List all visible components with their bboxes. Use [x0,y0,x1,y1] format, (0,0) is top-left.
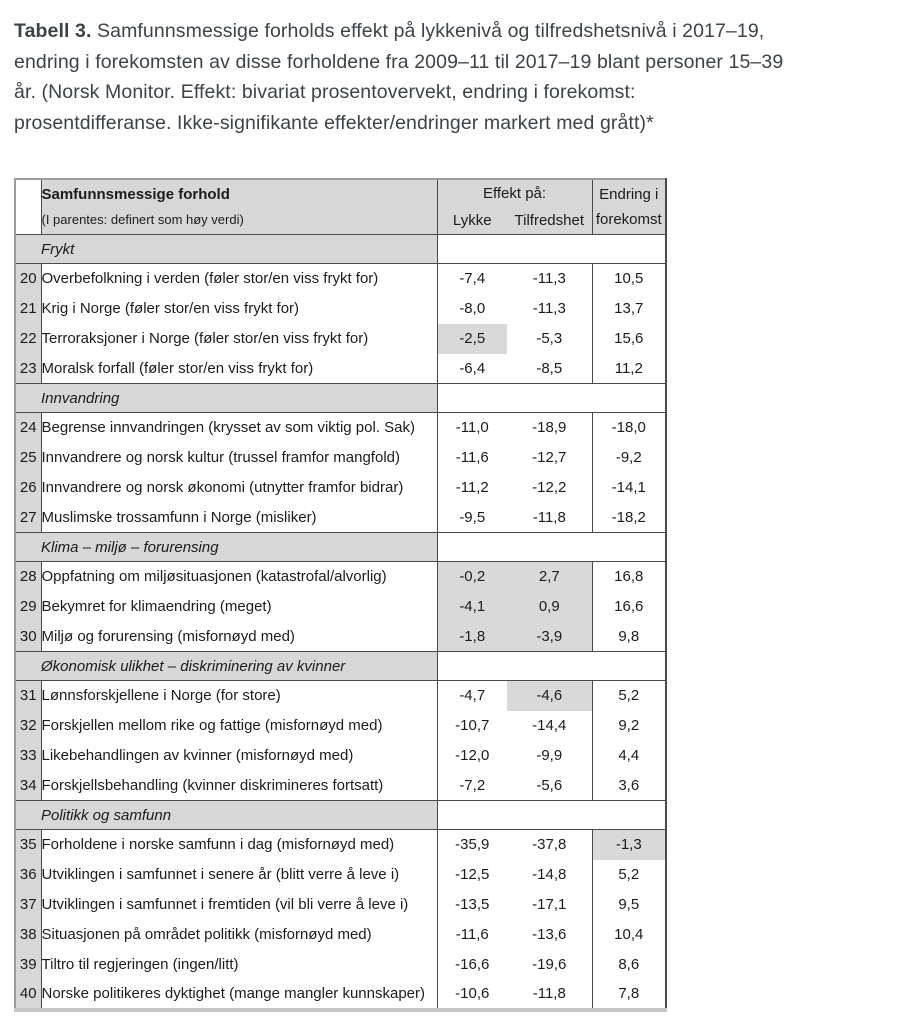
value-forekomst: 7,8 [592,980,666,1010]
row-label: Krig i Norge (føler stor/en viss frykt for) [41,294,437,324]
row-number: 32 [15,711,41,741]
value-forekomst: -1,3 [592,830,666,860]
section-row [15,235,666,264]
row-label: Muslimske trossamfunn i Norge (misliker) [41,503,437,533]
table-row [15,562,666,592]
value-forekomst: -9,2 [592,443,666,473]
header-subject-note: (I parentes: definert som høy verdi) [41,212,244,227]
value-forekomst: 16,8 [592,562,666,592]
header-effect-group: Effekt på: [437,179,592,208]
section-row [15,384,666,413]
table-row [15,860,666,890]
table-row [15,950,666,980]
table-row [15,294,666,324]
row-label: Bekymret for klimaendring (meget) [41,592,437,622]
value-tilfredshet: -8,5 [536,359,563,377]
value-forekomst: 13,7 [592,294,666,324]
value-tilfredshet: -19,6 [532,956,567,973]
section-num-cell [15,384,41,413]
table-row [15,473,666,503]
value-forekomst: 15,6 [592,324,666,354]
value-lykke: -16,6 [437,950,507,980]
row-number: 36 [15,860,41,890]
table-row [15,413,666,443]
row-label: Miljø og forurensing (misfornøyd med) [41,622,437,652]
value-tilfredshet: -12,2 [532,479,567,496]
value-forekomst: 8,6 [592,950,666,980]
value-lykke: -7,4 [437,264,507,294]
table-row [15,980,666,1010]
table-row [15,264,666,294]
value-forekomst: 11,2 [592,354,666,384]
row-label: Tiltro til regjeringen (ingen/litt) [41,950,437,980]
value-lykke: -11,6 [437,920,507,950]
table-row [15,503,666,533]
value-forekomst: 10,4 [592,920,666,950]
table-header [15,179,666,235]
row-label: Overbefolkning i verden (føler stor/en viss frykt for) [41,264,437,294]
value-lykke: -7,2 [437,771,507,801]
row-label: Moralsk forfall (føler stor/en viss frykt for) [41,354,437,384]
caption-label: Tabell 3. [14,20,92,42]
value-forekomst: 5,2 [592,681,666,711]
row-label: Innvandrere og norsk økonomi (utnytter framfor bidrar) [41,473,437,503]
row-number: 29 [15,592,41,622]
value-lykke: -4,1 [437,592,507,622]
value-lykke: -11,6 [437,443,507,473]
table-row [15,354,666,384]
row-number: 23 [15,354,41,384]
table-row [15,920,666,950]
row-label: Forholdene i norske samfunn i dag (misfornøyd med) [41,830,437,860]
row-number: 26 [15,473,41,503]
table-caption [14,16,783,138]
effects-table-wrapper [14,178,667,1012]
value-lykke: -8,0 [437,294,507,324]
row-number: 31 [15,681,41,711]
row-number: 27 [15,503,41,533]
value-tilfredshet: -4,6 [507,681,592,711]
row-number: 35 [15,830,41,860]
row-label: Begrense innvandringen (krysset av som viktig pol. Sak) [41,413,437,443]
header-change-line2: forekomst [595,211,662,228]
value-lykke: -13,5 [437,890,507,920]
row-number: 21 [15,294,41,324]
section-spacer [437,652,666,681]
caption-line-4: prosentdifferanse. Ikke-signifikante effekter/endringer markert med grått)* [14,111,654,134]
value-forekomst: 10,5 [592,264,666,294]
row-label: Innvandrere og norsk kultur (trussel framfor mangfold) [41,443,437,473]
value-lykke: -12,5 [437,860,507,890]
value-forekomst: 16,6 [592,592,666,622]
value-lykke: -6,4 [437,354,507,384]
row-label: Norske politikeres dyktighet (mange mangler kunnskaper) [41,980,437,1010]
effects-table [14,178,667,1012]
section-row [15,652,666,681]
row-number: 38 [15,920,41,950]
value-lykke: -11,2 [437,473,507,503]
header-subject-cell [41,179,437,235]
row-number: 40 [15,980,41,1010]
row-label: Forskjellsbehandling (kvinner diskrimineres fortsatt) [41,771,437,801]
value-forekomst: -14,1 [592,473,666,503]
row-label: Likebehandlingen av kvinner (misfornøyd med) [41,741,437,771]
value-lykke: -2,5 [437,324,507,354]
header-change-line1: Endring i [599,186,659,203]
row-label: Terroraksjoner i Norge (føler stor/en viss frykt for) [41,324,437,354]
value-forekomst: 5,2 [592,860,666,890]
value-lykke: -0,2 [437,562,507,592]
row-number: 30 [15,622,41,652]
section-spacer [437,533,666,562]
value-tilfredshet: -14,4 [532,717,567,734]
caption-line-2: endring i forekomsten av disse forholdene fra 2009–11 til 2017–19 blant personer 15–39 [14,50,784,73]
value-tilfredshet: -14,8 [532,866,567,883]
table-row [15,324,666,354]
caption-line-3: år. (Norsk Monitor. Effekt: bivariat prosentovervekt, endring i forekomst: [14,81,636,103]
section-spacer [437,384,666,413]
value-tilfredshet: -9,9 [536,747,563,764]
value-lykke: -9,5 [437,503,507,533]
value-tilfredshet: -37,8 [532,836,567,854]
table-row [15,443,666,473]
value-lykke: -1,8 [437,622,507,652]
row-number: 24 [15,413,41,443]
section-title: Frykt [41,235,437,264]
row-number: 39 [15,950,41,980]
value-tilfredshet: -18,9 [532,419,567,437]
value-forekomst: 4,4 [592,741,666,771]
value-forekomst: 9,5 [592,890,666,920]
value-lykke: -4,7 [437,681,507,711]
value-lykke: -10,7 [437,711,507,741]
section-num-cell [15,533,41,562]
table-row [15,771,666,801]
value-tilfredshet: -11,3 [532,270,566,288]
value-tilfredshet: 0,9 [507,592,592,622]
section-num-cell [15,801,41,830]
row-label: Lønnsforskjellene i Norge (for store) [41,681,437,711]
row-number: 28 [15,562,41,592]
row-number: 37 [15,890,41,920]
value-tilfredshet: -13,6 [532,926,567,943]
value-tilfredshet: -5,6 [536,776,563,794]
section-title: Klima – miljø – forurensing [41,533,437,562]
row-number: 25 [15,443,41,473]
value-forekomst: 9,2 [592,711,666,741]
row-label: Utviklingen i samfunnet i senere år (blitt verre å leve i) [41,860,437,890]
value-forekomst: 9,8 [592,622,666,652]
section-title: Politikk og samfunn [41,801,437,830]
value-lykke: -12,0 [437,741,507,771]
caption-line-1 [14,16,783,47]
value-tilfredshet: 2,7 [507,562,592,592]
row-number: 33 [15,741,41,771]
value-tilfredshet: -11,3 [532,300,566,317]
section-title: Innvandring [41,384,437,413]
header-change-cell [592,179,666,235]
value-tilfredshet: -11,8 [532,508,566,526]
section-row [15,533,666,562]
value-tilfredshet: -17,1 [532,896,567,913]
table-body [15,235,666,1010]
table-row [15,681,666,711]
section-row [15,801,666,830]
section-title: Økonomisk ulikhet – diskriminering av kvinner [41,652,437,681]
value-tilfredshet: -12,7 [532,449,567,466]
section-spacer [437,235,666,264]
table-row [15,592,666,622]
value-lykke: -11,0 [437,413,507,443]
row-number: 34 [15,771,41,801]
header-satisfaction: Tilfredshet [507,208,592,235]
table-row [15,830,666,860]
row-number: 20 [15,264,41,294]
row-label: Forskjellen mellom rike og fattige (misfornøyd med) [41,711,437,741]
caption-text-1: Samfunnsmessige forholds effekt på lykkenivå og tilfredshetsnivå i 2017–19, [97,20,765,42]
value-lykke: -10,6 [437,980,507,1010]
header-subject-label: Samfunnsmessige forhold [41,186,230,203]
row-number: 22 [15,324,41,354]
section-num-cell [15,235,41,264]
value-forekomst: 3,6 [592,771,666,801]
header-corner-cell [15,179,41,235]
row-label: Situasjonen på området politikk (misfornøyd med) [41,920,437,950]
value-lykke: -35,9 [437,830,507,860]
row-label: Oppfatning om miljøsituasjonen (katastrofal/alvorlig) [41,562,437,592]
header-row-1 [15,179,666,208]
value-tilfredshet: -3,9 [507,622,592,652]
table-row [15,711,666,741]
value-forekomst: -18,0 [592,413,666,443]
section-num-cell [15,652,41,681]
section-spacer [437,801,666,830]
value-tilfredshet: -5,3 [536,330,563,347]
table-row [15,622,666,652]
value-tilfredshet: -11,8 [532,985,566,1002]
table-row [15,890,666,920]
value-forekomst: -18,2 [592,503,666,533]
header-happiness: Lykke [437,208,507,235]
row-label: Utviklingen i samfunnet i fremtiden (vil bli verre å leve i) [41,890,437,920]
table-row [15,741,666,771]
